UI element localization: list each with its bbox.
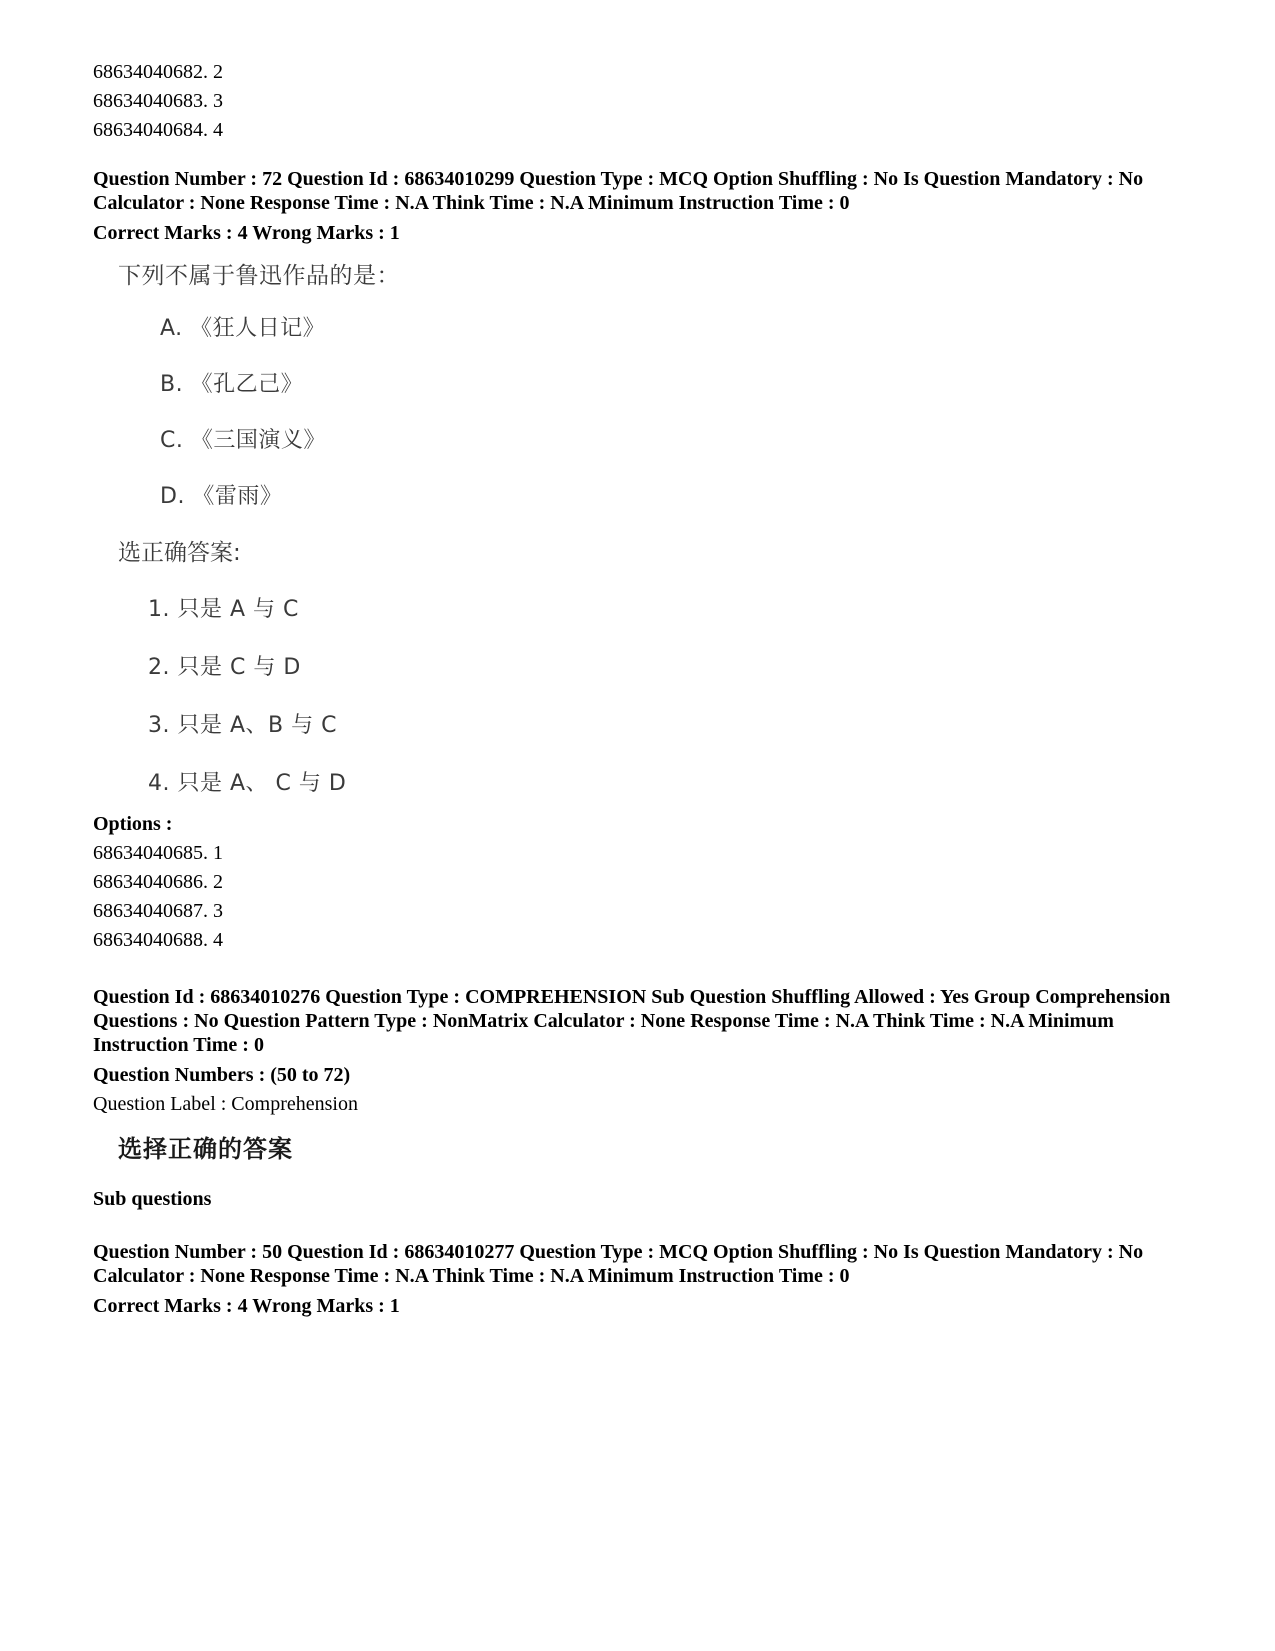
question-marks: Correct Marks : 4 Wrong Marks : 1 bbox=[93, 1295, 400, 1317]
comprehension-header: Question Id : 68634010276 Question Type : COMPREHENSION Sub Question Shuffling Allowed : Yes Group Comprehension Questions : No Question Pattern Type : NonMatrix Calculator : None Response Time : N.A Think Time : N.A Minimum Instruction Time : 0 bbox=[93, 986, 1171, 1056]
choice-item: D. 《雷雨》 bbox=[160, 484, 283, 509]
answer-item: 4. 只是 A、 C 与 D bbox=[148, 771, 347, 796]
top-options-list bbox=[93, 58, 1203, 145]
option-item: 68634040682. 2 bbox=[93, 61, 223, 83]
question-stem: 下列不属于鲁迅作品的是： bbox=[118, 263, 400, 289]
option-item: 68634040683. 3 bbox=[93, 90, 223, 112]
options-list bbox=[93, 839, 1203, 955]
question-header: Question Number : 72 Question Id : 68634010299 Question Type : MCQ Option Shuffling : No Is Question Mandatory : No Calculator : None Response Time : N.A Think Time : N.A Minimum Instruction Time : 0 bbox=[93, 168, 1144, 214]
choice-item: A. 《狂人日记》 bbox=[160, 316, 326, 341]
document-page bbox=[93, 58, 1203, 1321]
option-item: 68634040684. 4 bbox=[93, 119, 223, 141]
option-item: 68634040687. 3 bbox=[93, 900, 223, 922]
option-item: 68634040685. 1 bbox=[93, 842, 223, 864]
sub-questions-label: Sub questions bbox=[93, 1188, 212, 1210]
question-72 bbox=[93, 167, 1203, 955]
answer-item: 2. 只是 C 与 D bbox=[148, 655, 301, 680]
option-item: 68634040688. 4 bbox=[93, 929, 223, 951]
question-header: Question Number : 50 Question Id : 68634010277 Question Type : MCQ Option Shuffling : No Is Question Mandatory : No Calculator : None Response Time : N.A Think Time : N.A Minimum Instruction Time : 0 bbox=[93, 1241, 1144, 1287]
comprehension-block bbox=[93, 985, 1203, 1214]
options-label: Options : bbox=[93, 813, 173, 835]
choice-item: B. 《孔乙己》 bbox=[160, 372, 304, 397]
answer-item: 1. 只是 A 与 C bbox=[148, 597, 299, 622]
question-marks: Correct Marks : 4 Wrong Marks : 1 bbox=[93, 222, 400, 244]
comprehension-instruction: 选择正确的答案 bbox=[118, 1135, 293, 1163]
question-numbers: Question Numbers : (50 to 72) bbox=[93, 1064, 351, 1086]
option-item: 68634040686. 2 bbox=[93, 871, 223, 893]
question-label: Question Label : Comprehension bbox=[93, 1093, 358, 1115]
question-image bbox=[118, 260, 1203, 800]
question-50 bbox=[93, 1240, 1203, 1321]
answer-prompt: 选正确答案: bbox=[118, 540, 241, 566]
choice-item: C. 《三国演义》 bbox=[160, 428, 326, 453]
answer-item: 3. 只是 A、B 与 C bbox=[148, 713, 337, 738]
